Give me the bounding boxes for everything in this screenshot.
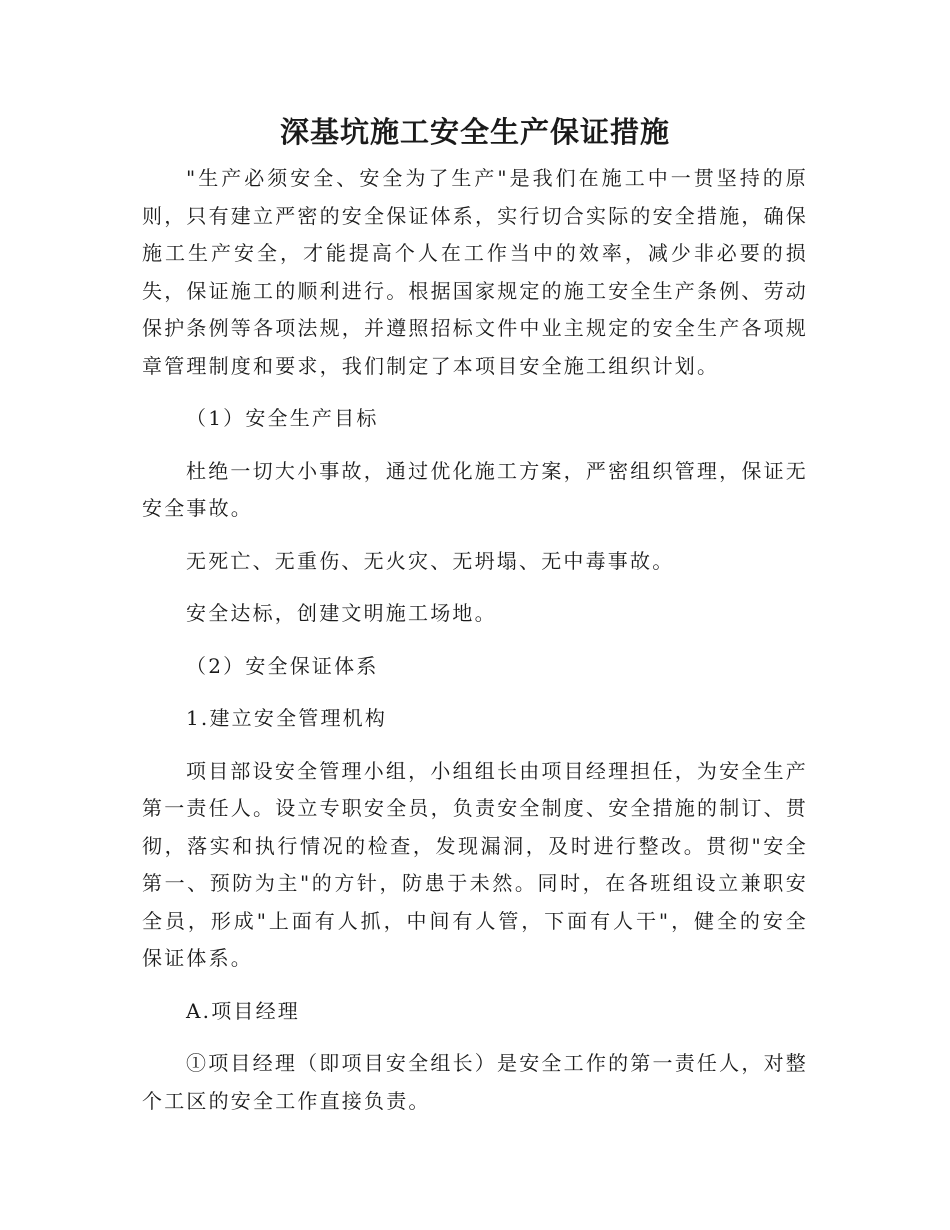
paragraph-goal-2: 无死亡、无重伤、无火灾、无坍塌、无中毒事故。 <box>186 548 675 573</box>
heading-safety-system: （2）安全保证体系 <box>186 653 379 678</box>
paragraph-intro: "生产必须安全、安全为了生产"是我们在施工中一贯坚持的原则，只有建立严密的安全保证体系，实行切合实际的安全措施，确保施工生产安全，才能提高个人在工作当中的效率，减少非必要的损失，保证施工的顺利进行。根据国家规定的施工安全生产条例、劳动保护条例等各项法规，并遵照招标文件中业主规定的安全生产各项规章管理制度和要求，我们制定了本项目安全施工组织计划。 <box>142 166 808 378</box>
document-title: 深基坑施工安全生产保证措施 <box>279 115 670 149</box>
paragraph-management-org: 项目部设安全管理小组，小组组长由项目经理担任，为安全生产第一责任人。设立专职安全员，负责安全制度、安全措施的制订、贯彻，落实和执行情况的检查，发现漏洞，及时进行整改。贯彻"安全第一、预防为主"的方针，防患于未然。同时，在各班组设立兼职安全员，形成"上面有人抓，中间有人管，下面有人干"，健全的安全保证体系。 <box>142 758 808 970</box>
paragraph-goal-3: 安全达标，创建文明施工场地。 <box>186 601 497 625</box>
heading-project-manager: A.项目经理 <box>186 998 301 1023</box>
paragraph-goal-1: 杜绝一切大小事故，通过优化施工方案，严密组织管理，保证无安全事故。 <box>142 458 808 520</box>
heading-management-org: 1.建立安全管理机构 <box>186 706 388 730</box>
paragraph-project-manager: ①项目经理（即项目安全组长）是安全工作的第一责任人，对整个工区的安全工作直接负责。 <box>142 1051 808 1113</box>
heading-safety-goal: （1）安全生产目标 <box>186 406 379 430</box>
